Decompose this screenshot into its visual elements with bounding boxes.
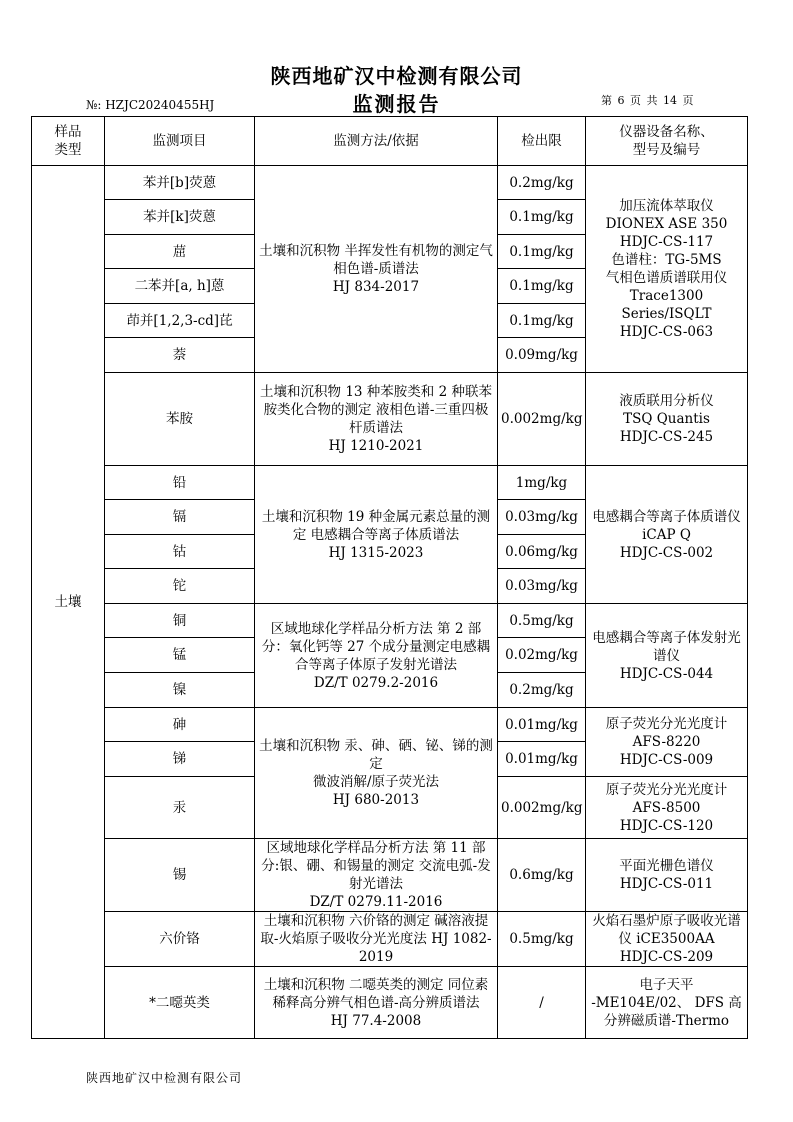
instrument-cell: 加压流体萃取仪 DIONEX ASE 350 HDJC-CS-117 色谱柱：TG-5MS 气相色谱质谱联用仪 Trace1300 Series/ISQLT HDJC-CS-063 [586, 166, 748, 373]
header-instrument: 仪器设备名称、 型号及编号 [586, 117, 748, 166]
item-cell: 汞 [105, 777, 255, 839]
table-row [32, 466, 748, 500]
limit-cell: 0.002mg/kg [498, 777, 586, 839]
limit-cell: 0.1mg/kg [498, 200, 586, 235]
item-cell: *二噁英类 [105, 967, 255, 1039]
limit-cell: 0.6mg/kg [498, 839, 586, 912]
item-cell: 锰 [105, 638, 255, 673]
item-cell: 锡 [105, 839, 255, 912]
limit-cell: / [498, 967, 586, 1039]
limit-cell: 0.002mg/kg [498, 373, 586, 466]
instrument-cell: 火焰石墨炉原子吸收光谱仪 iCE3500AA HDJC-CS-209 [586, 912, 748, 967]
limit-cell: 0.5mg/kg [498, 912, 586, 967]
item-cell: 铅 [105, 466, 255, 500]
instrument-cell: 液质联用分析仪 TSQ Quantis HDJC-CS-245 [586, 373, 748, 466]
method-cell: 土壤和沉积物 13 种苯胺类和 2 种联苯 胺类化合物的测定 液相色谱-三重四极杆质谱法 HJ 1210-2021 [255, 373, 498, 466]
table-row [32, 604, 748, 638]
item-cell: 镍 [105, 673, 255, 708]
limit-cell: 0.01mg/kg [498, 708, 586, 742]
item-cell: 苯并[k]荧蒽 [105, 200, 255, 235]
limit-cell: 0.03mg/kg [498, 569, 586, 604]
limit-cell: 0.2mg/kg [498, 673, 586, 708]
table-row [32, 967, 748, 1039]
item-cell: 铊 [105, 569, 255, 604]
sample-type-cell: 土壤 [32, 166, 105, 1039]
limit-cell: 0.1mg/kg [498, 235, 586, 269]
table-row [32, 373, 748, 466]
table-row [32, 839, 748, 912]
item-cell: 茚并[1,2,3-cd]芘 [105, 304, 255, 338]
item-cell: 六价铬 [105, 912, 255, 967]
header-method: 监测方法/依据 [255, 117, 498, 166]
method-cell: 土壤和沉积物 汞、砷、硒、铋、锑的测定 微波消解/原子荧光法 HJ 680-2013 [255, 708, 498, 839]
instrument-cell: 原子荧光分光光度计 AFS-8220 HDJC-CS-009 [586, 708, 748, 777]
header-item: 监测项目 [105, 117, 255, 166]
instrument-cell: 电子天平 -ME104E/02、 DFS 高分辨磁质谱-Thermo [586, 967, 748, 1039]
limit-cell: 0.5mg/kg [498, 604, 586, 638]
item-cell: 萘 [105, 338, 255, 373]
method-cell: 土壤和沉积物 六价铬的测定 碱溶液提取-火焰原子吸收分光光度法 HJ 1082-2019 [255, 912, 498, 967]
instrument-cell: 原子荧光分光光度计 AFS-8500 HDJC-CS-120 [586, 777, 748, 839]
footer-company: 陕西地矿汉中检测有限公司 [86, 1071, 243, 1085]
limit-cell: 0.09mg/kg [498, 338, 586, 373]
method-cell: 土壤和沉积物 半挥发性有机物的测定气相色谱-质谱法 HJ 834-2017 [255, 166, 498, 373]
table-row [32, 912, 748, 967]
header-sample-type: 样品 类型 [32, 117, 105, 166]
method-cell: 土壤和沉积物 二噁英类的测定 同位素稀释高分辨气相色谱-高分辨质谱法 HJ 77.4-2008 [255, 967, 498, 1039]
item-cell: 䓛 [105, 235, 255, 269]
method-cell: 区域地球化学样品分析方法 第 2 部分：氧化钙等 27 个成分量测定电感耦合等离子体原子发射光谱法 DZ/T 0279.2-2016 [255, 604, 498, 708]
table-header-row [32, 117, 748, 166]
item-cell: 镉 [105, 500, 255, 535]
limit-cell: 0.1mg/kg [498, 304, 586, 338]
item-cell: 二苯并[a, h]蒽 [105, 269, 255, 304]
header-limit: 检出限 [498, 117, 586, 166]
method-cell: 区域地球化学样品分析方法 第 11 部分:银、硼、和锡量的测定 交流电弧-发射光谱法 DZ/T 0279.11-2016 [255, 839, 498, 912]
item-cell: 砷 [105, 708, 255, 742]
item-cell: 钴 [105, 535, 255, 569]
instrument-cell: 电感耦合等离子体发射光谱仪 HDJC-CS-044 [586, 604, 748, 708]
instrument-cell: 平面光栅色谱仪 HDJC-CS-011 [586, 839, 748, 912]
instrument-cell: 电感耦合等离子体质谱仪 iCAP Q HDJC-CS-002 [586, 466, 748, 604]
limit-cell: 0.02mg/kg [498, 638, 586, 673]
page-info: 第 6 页 共 14 页 [601, 94, 694, 107]
limit-cell: 0.03mg/kg [498, 500, 586, 535]
limit-cell: 1mg/kg [498, 466, 586, 500]
item-cell: 苯并[b]荧蒽 [105, 166, 255, 200]
company-title: 陕西地矿汉中检测有限公司 [270, 64, 523, 88]
limit-cell: 0.01mg/kg [498, 742, 586, 777]
limit-cell: 0.1mg/kg [498, 269, 586, 304]
table-row [32, 166, 748, 200]
limit-cell: 0.2mg/kg [498, 166, 586, 200]
item-cell: 铜 [105, 604, 255, 638]
table-row [32, 708, 748, 742]
item-cell: 苯胺 [105, 373, 255, 466]
report-title: 监测报告 [352, 92, 441, 116]
report-number: №: HZJC20240455HJ [86, 98, 215, 112]
monitoring-table [31, 116, 748, 1039]
method-cell: 土壤和沉积物 19 种金属元素总量的测定 电感耦合等离子体质谱法 HJ 1315-2023 [255, 466, 498, 604]
limit-cell: 0.06mg/kg [498, 535, 586, 569]
item-cell: 锑 [105, 742, 255, 777]
